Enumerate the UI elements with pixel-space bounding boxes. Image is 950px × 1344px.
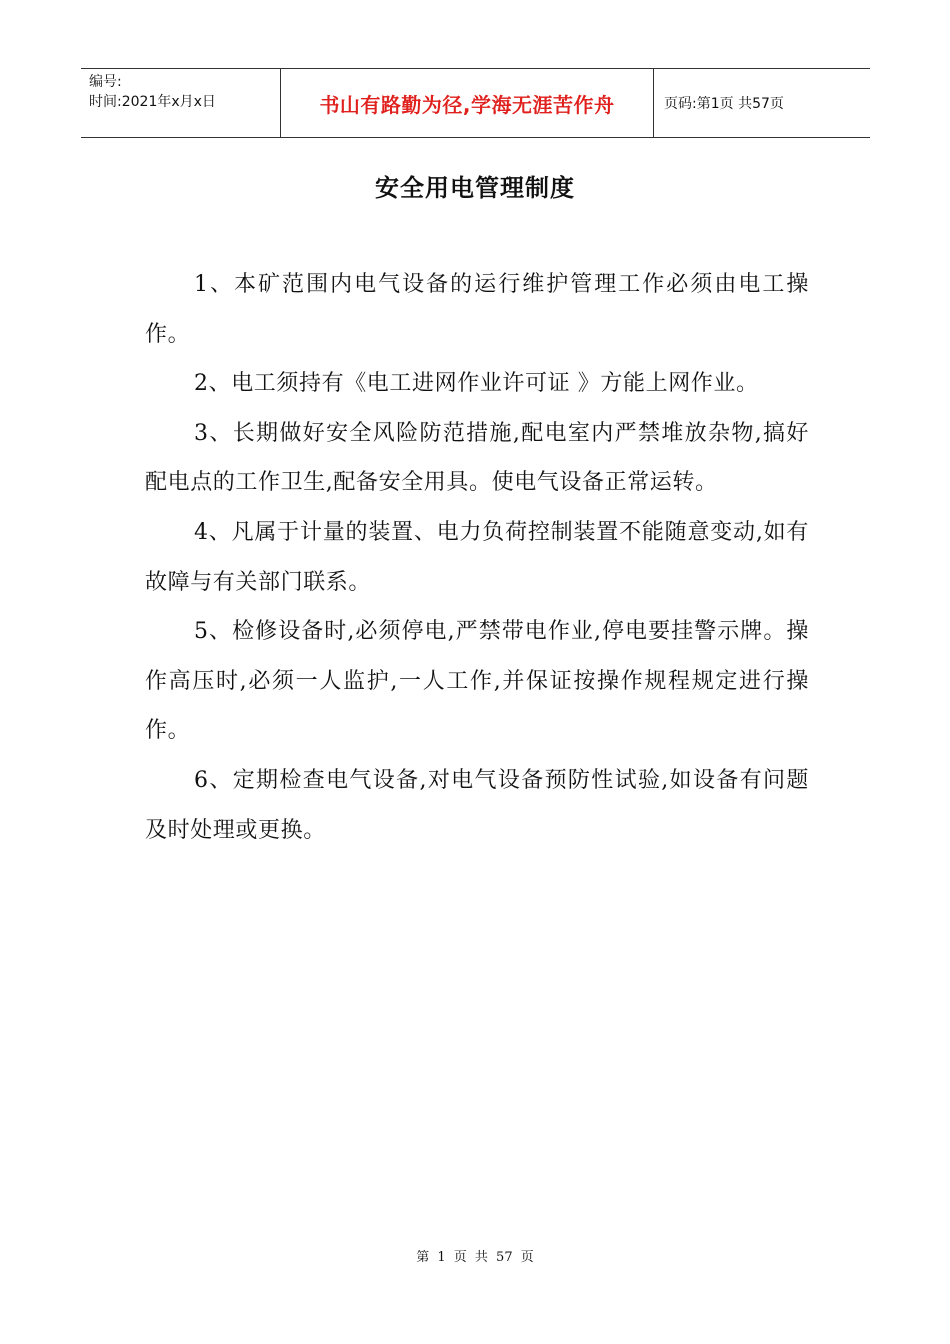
- page-header: [81, 68, 870, 138]
- rule-paragraph-5: 5、检修设备时,必须停电,严禁带电作业,停电要挂警示牌。操作高压时,必须一人监护,一人工作,并保证按操作规程规定进行操作。: [145, 619, 809, 744]
- rule-paragraph-1: 1、本矿范围内电气设备的运行维护管理工作必须由电工操作。: [145, 272, 809, 347]
- header-meta-cell: [81, 69, 281, 137]
- page-footer: 第 1 页 共 57 页: [416, 1250, 534, 1265]
- document-number-label: 编号:: [89, 74, 122, 90]
- rule-paragraph-6: 6、定期检查电气设备,对电气设备预防性试验,如设备有问题及时处理或更换。: [145, 767, 809, 843]
- header-page-cell: [654, 69, 870, 137]
- rule-paragraph-2: 2、电工须持有《电工进网作业许可证 》方能上网作业。: [194, 371, 759, 397]
- header-motto: 书山有路勤为径,学海无涯苦作舟: [319, 92, 615, 117]
- rule-paragraph-4: 4、凡属于计量的装置、电力负荷控制装置不能随意变动,如有故障与有关部门联系。: [145, 519, 809, 595]
- document-body: [145, 260, 809, 855]
- rule-paragraph-3: 3、长期做好安全风险防范措施,配电室内严禁堆放杂物,搞好配电点的工作卫生,配备安全用具。使电气设备正常运转。: [145, 420, 809, 496]
- header-page-info: 页码:第1页 共57页: [664, 96, 784, 112]
- document-title: 安全用电管理制度: [375, 174, 575, 202]
- document-date-label: 时间:2021年x月x日: [89, 94, 216, 110]
- header-motto-cell: [281, 69, 654, 137]
